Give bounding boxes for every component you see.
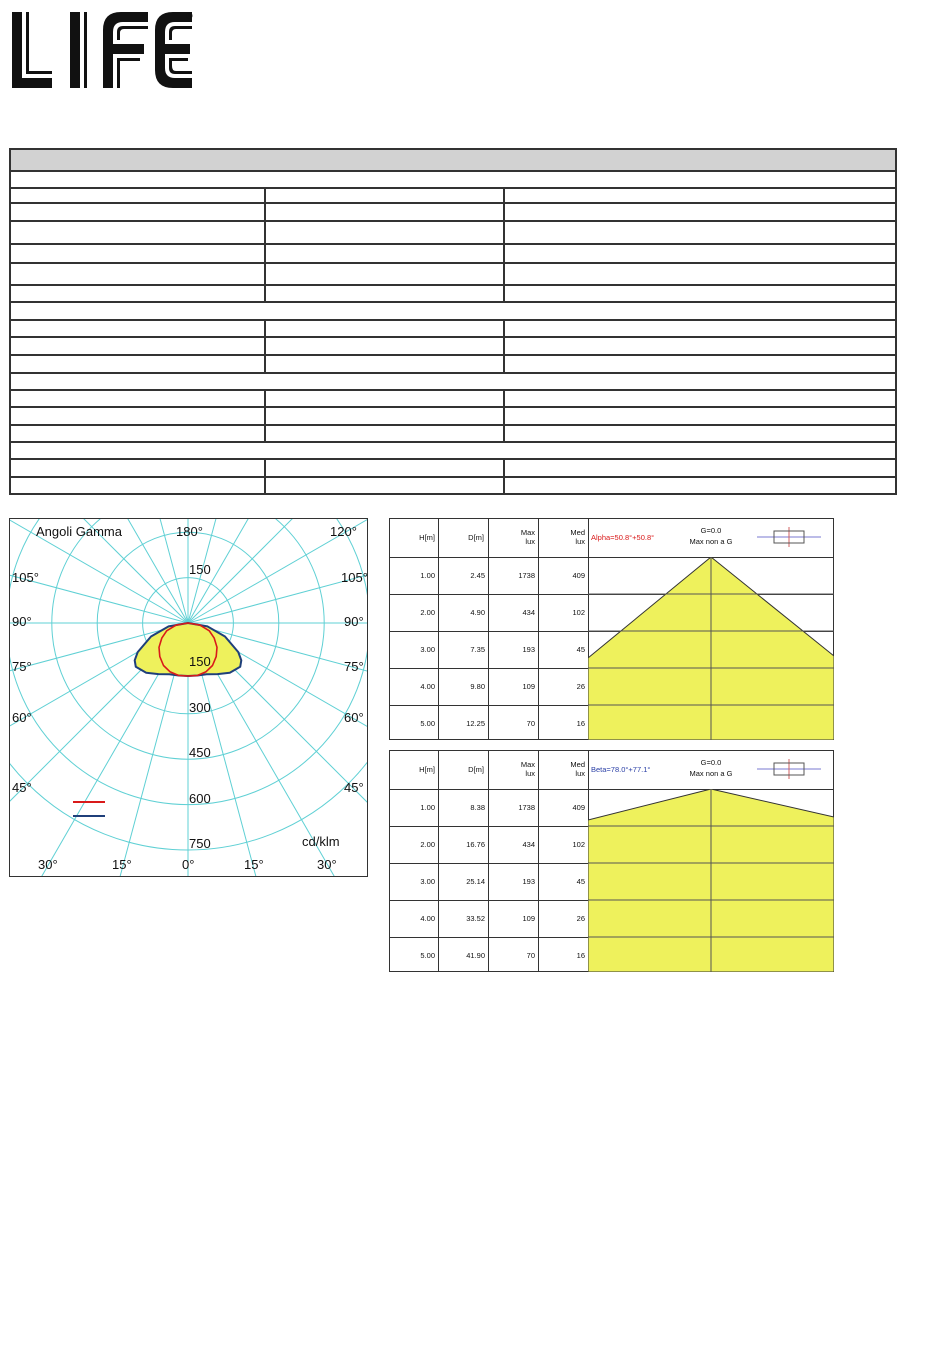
table-col-divider (538, 751, 539, 971)
registered-mark: ® (186, 11, 193, 21)
spec-row (11, 202, 895, 222)
legend-red-line (73, 801, 105, 803)
spec-row (11, 354, 895, 374)
cell-max: 109 (522, 682, 535, 691)
cell-med: 409 (572, 803, 585, 812)
polar-right-label: 90° (344, 614, 364, 629)
header-max-unit: lux (525, 769, 535, 778)
cell-med: 102 (572, 608, 585, 617)
plane-label: G=0.0 (700, 526, 722, 535)
max-note: Max non a G (689, 769, 733, 778)
spec-row (11, 243, 895, 264)
polar-radial-label: 150 (189, 562, 211, 577)
polar-chart (9, 518, 368, 877)
polar-left-label: 45° (12, 780, 32, 795)
header-h: H[m] (419, 533, 435, 542)
max-note: Max non a G (689, 537, 733, 546)
spec-table (9, 148, 897, 495)
cell-med: 45 (576, 877, 585, 886)
illuminance-table-alpha (389, 518, 834, 740)
luminaire-symbol-icon (757, 759, 821, 779)
spec-row (11, 220, 895, 245)
spec-row (11, 262, 895, 286)
cell-d: 33.52 (466, 914, 485, 923)
cell-h: 1.00 (420, 803, 435, 812)
header-max: Max (520, 528, 535, 537)
polar-radial-label: 600 (189, 791, 211, 806)
plane-label: G=0.0 (700, 758, 722, 767)
spec-section-row (11, 301, 895, 321)
polar-radial-label: 300 (189, 700, 211, 715)
polar-radial-label: 150 (189, 654, 211, 669)
cell-max: 434 (522, 840, 535, 849)
polar-bottom-label: 30° (38, 857, 58, 872)
polar-left-label: 60° (12, 710, 32, 725)
table-col-divider (488, 751, 489, 971)
polar-spoke (188, 519, 343, 623)
spec-row (11, 336, 895, 356)
cell-max: 70 (526, 951, 535, 960)
cell-med: 26 (576, 914, 585, 923)
cell-d: 4.90 (470, 608, 485, 617)
illuminance-table-beta (389, 750, 834, 972)
header-med-unit: lux (575, 769, 585, 778)
header-med: Med (570, 760, 585, 769)
cell-d: 41.90 (466, 951, 485, 960)
luminaire-symbol-icon (757, 527, 821, 547)
header-med-unit: lux (575, 537, 585, 546)
cell-h: 3.00 (420, 877, 435, 886)
cell-max: 434 (522, 608, 535, 617)
table-col-divider (438, 519, 439, 739)
polar-bottom-label: 15° (112, 857, 132, 872)
polar-left-label: 90° (12, 614, 32, 629)
legend-blue-line (73, 815, 105, 817)
polar-right-label: 75° (344, 659, 364, 674)
header-med: Med (570, 528, 585, 537)
cell-med: 16 (576, 719, 585, 728)
table-col-divider (488, 519, 489, 739)
cell-h: 4.00 (420, 914, 435, 923)
polar-bottom-label: 30° (317, 857, 337, 872)
cell-d: 7.35 (470, 645, 485, 654)
cell-h: 4.00 (420, 682, 435, 691)
cell-h: 2.00 (420, 608, 435, 617)
header-d: D[m] (468, 533, 484, 542)
life-logo-graphic (10, 8, 200, 92)
cell-max: 70 (526, 719, 535, 728)
cell-med: 45 (576, 645, 585, 654)
light-profile-graphic (588, 557, 834, 740)
table-col-divider (438, 751, 439, 971)
polar-curve-c90 (135, 623, 242, 676)
cell-d: 25.14 (466, 877, 485, 886)
polar-title: Angoli Gamma (36, 524, 122, 539)
cell-med: 409 (572, 571, 585, 580)
polar-bottom-label: 0° (182, 857, 195, 872)
cell-d: 9.80 (470, 682, 485, 691)
polar-right-label: 45° (344, 780, 364, 795)
polar-right-label: 60° (344, 710, 364, 725)
light-profile-graphic (588, 789, 834, 972)
polar-left-label: 75° (12, 659, 32, 674)
spec-row (11, 406, 895, 426)
polar-label-180: 180° (176, 524, 203, 539)
cell-max: 193 (522, 877, 535, 886)
header-d: D[m] (468, 765, 484, 774)
cell-d: 12.25 (466, 719, 485, 728)
header-max: Max (520, 760, 535, 769)
cell-med: 26 (576, 682, 585, 691)
cell-h: 1.00 (420, 571, 435, 580)
header-max-unit: lux (525, 537, 535, 546)
cell-max: 1738 (518, 803, 535, 812)
polar-radial-label: 750 (189, 836, 211, 851)
cell-max: 1738 (518, 571, 535, 580)
polar-left-label: 105° (12, 570, 39, 585)
polar-radial-label: 450 (189, 745, 211, 760)
cell-h: 5.00 (420, 719, 435, 728)
spec-table-header (11, 150, 895, 172)
cell-h: 3.00 (420, 645, 435, 654)
cell-d: 2.45 (470, 571, 485, 580)
table-col-divider (538, 519, 539, 739)
brand-logo (10, 8, 200, 92)
beam-angle-label: Beta=78.0°+77.1° (591, 765, 651, 774)
polar-label-120: 120° (330, 524, 357, 539)
cell-h: 2.00 (420, 840, 435, 849)
header-h: H[m] (419, 765, 435, 774)
beam-angle-label: Alpha=50.8°+50.8° (591, 533, 655, 542)
cell-h: 5.00 (420, 951, 435, 960)
polar-bottom-label: 15° (244, 857, 264, 872)
cell-med: 102 (572, 840, 585, 849)
spec-row (11, 476, 895, 493)
cell-d: 8.38 (470, 803, 485, 812)
polar-unit: cd/klm (302, 834, 340, 849)
cell-max: 109 (522, 914, 535, 923)
cell-med: 16 (576, 951, 585, 960)
spec-row (11, 458, 895, 478)
cell-max: 193 (522, 645, 535, 654)
cell-d: 16.76 (466, 840, 485, 849)
polar-right-label: 105° (341, 570, 368, 585)
